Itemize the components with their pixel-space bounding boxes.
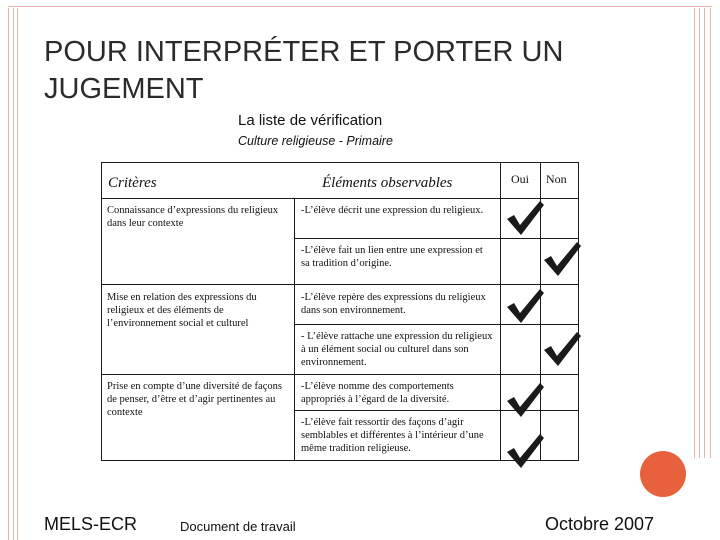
row-rule-2	[101, 374, 579, 375]
table-border-left	[101, 162, 102, 461]
accent-dot	[640, 451, 686, 497]
observable-2: -L’élève fait un lien entre une expression et sa tradition d’origine.	[301, 245, 483, 269]
checkmark-icon	[541, 240, 583, 278]
checkmark-icon	[541, 330, 583, 368]
slide-frame-right	[694, 8, 712, 458]
checkmark-icon	[504, 432, 546, 470]
observable-5: -L’élève nomme des comportements appropriés à l’égard de la diversité.	[301, 381, 454, 405]
slide-subsubtitle: Culture religieuse - Primaire	[238, 134, 393, 148]
footer-center: Document de travail	[180, 519, 296, 534]
table-border-top	[101, 162, 579, 163]
checkmark-icon	[504, 381, 546, 419]
slide-frame-left	[8, 8, 18, 540]
observable-6: -L’élève fait ressortir des façons d’agir semblables et différentes à l’intérieur d’une même tradition religieuse.	[301, 417, 484, 454]
criterion-1: Connaissance d’expressions du religieux dans leur contexte	[107, 205, 279, 229]
header-oui: Oui	[511, 172, 529, 186]
row-rule-1a	[294, 238, 579, 239]
table-border-right	[578, 162, 579, 461]
header-elements-observables: Éléments observables	[322, 175, 453, 191]
observable-3: -L’élève repère des expressions du religieux dans son environnement.	[301, 292, 486, 316]
checkmark-icon	[504, 287, 546, 325]
footer-left: MELS-ECR	[44, 514, 138, 534]
row-rule-1	[101, 284, 579, 285]
col-sep-observables	[500, 162, 501, 461]
criterion-2: Mise en relation des expressions du religieux et des éléments de l’environnement social et culturel	[107, 292, 257, 329]
footer-right: Octobre 2007	[545, 514, 655, 534]
slide-subtitle: La liste de vérification	[238, 112, 383, 129]
observable-1: -L’élève décrit une expression du religieux.	[301, 205, 484, 216]
slide-title: POUR INTERPRÉTER ET PORTER UN JUGEMENT	[44, 36, 564, 105]
criterion-3: Prise en compte d’une diversité de façons de penser, d’être et d’agir pertinentes au contexte	[107, 381, 282, 418]
observable-4: - L’élève rattache une expression du religieux à un élément social ou culturel dans son environnement.	[301, 331, 493, 368]
slide-frame-top	[0, 0, 720, 8]
checkmark-icon	[504, 199, 546, 237]
header-non: Non	[546, 172, 567, 186]
header-criteres: Critères	[108, 175, 157, 191]
